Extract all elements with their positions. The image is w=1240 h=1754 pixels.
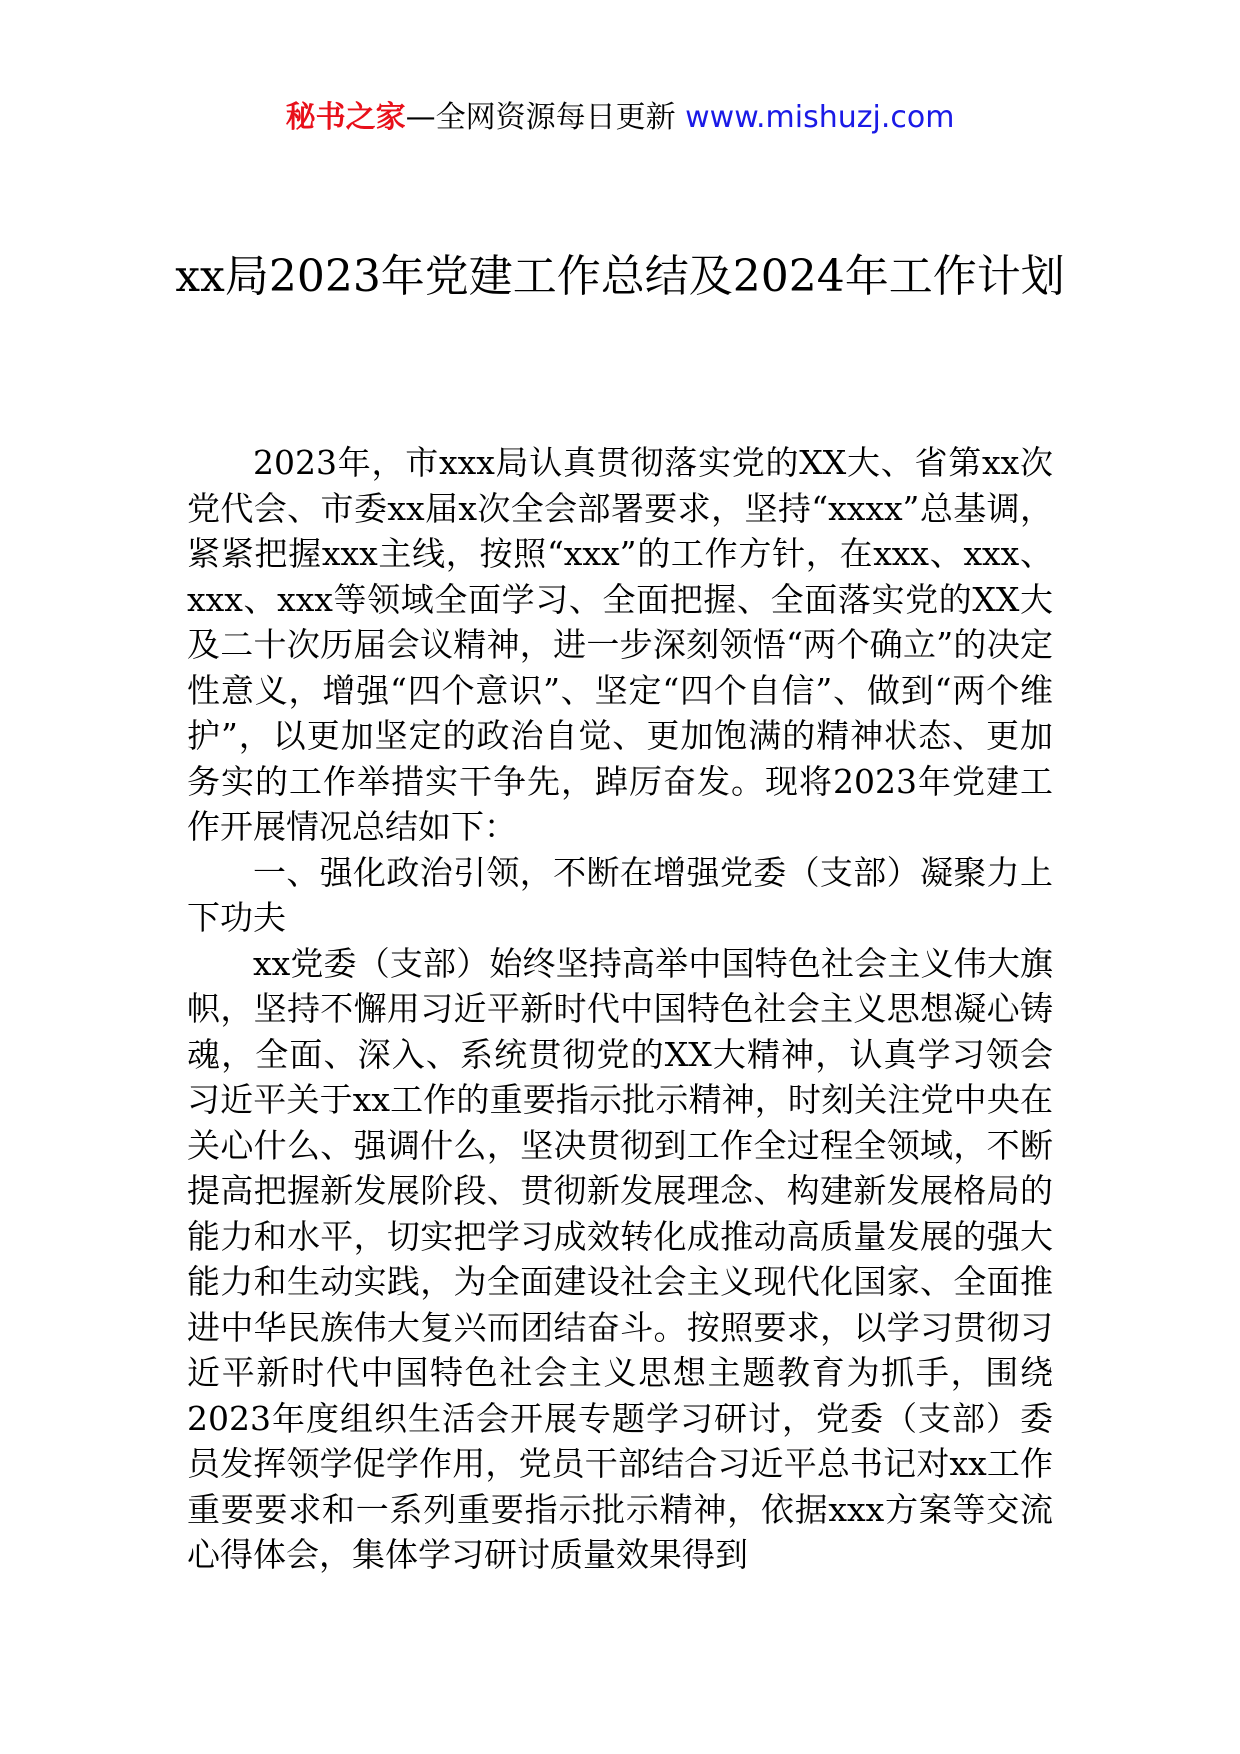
site-slogan: —全网资源每日更新 bbox=[405, 100, 686, 135]
document-title: xx局2023年党建工作总结及2024年工作计划 bbox=[175, 251, 1065, 302]
site-url-link[interactable]: www.mishuzj.com bbox=[685, 100, 955, 135]
document-body bbox=[187, 440, 1053, 1578]
site-header-banner bbox=[0, 98, 1240, 138]
site-brand: 秘书之家 bbox=[285, 100, 406, 135]
intro-paragraph: 2023年，市xxx局认真贯彻落实党的XX大、省第xx次党代会、市委xx届x次全会部署要求，坚持“xxxx”总基调，紧紧把握xxx主线，按照“xxx”的工作方针，在xxx、xxx、xxx、xxx等领域全面学习、全面把握、全面落实党的XX大及二十次历届会议精神，进一步深刻领悟“两个确立”的决定性意义，增强“四个意识”、坚定“四个自信”、做到“两个维护”，以更加坚定的政治自觉、更加饱满的精神状态、更加务实的工作举措实干争先，踔厉奋发。现将2023年党建工作开展情况总结如下： bbox=[187, 443, 1053, 846]
section-heading-1: 一、强化政治引领，不断在增强党委（支部）凝聚力上下功夫 bbox=[187, 852, 1053, 937]
section-1-paragraph: xx党委（支部）始终坚持高举中国特色社会主义伟大旗帜，坚持不懈用习近平新时代中国特色社会主义思想凝心铸魂，全面、深入、系统贯彻党的XX大精神，认真学习领会习近平关于xx工作的重要指示批示精神，时刻关注党中央在关心什么、强调什么，坚决贯彻到工作全过程全领域，不断提高把握新发展阶段、贯彻新发展理念、构建新发展格局的能力和水平，切实把学习成效转化成推动高质量发展的强大能力和生动实践，为全面建设社会主义现代化国家、全面推进中华民族伟大复兴而团结奋斗。按照要求，以学习贯彻习近平新时代中国特色社会主义思想主题教育为抓手，围绕2023年度组织生活会开展专题学习研讨，党委（支部）委员发挥领学促学作用，党员干部结合习近平总书记对xx工作重要要求和一系列重要指示批示精神，依据xxx方案等交流心得体会，集体学习研讨质量效果得到 bbox=[187, 943, 1053, 1574]
